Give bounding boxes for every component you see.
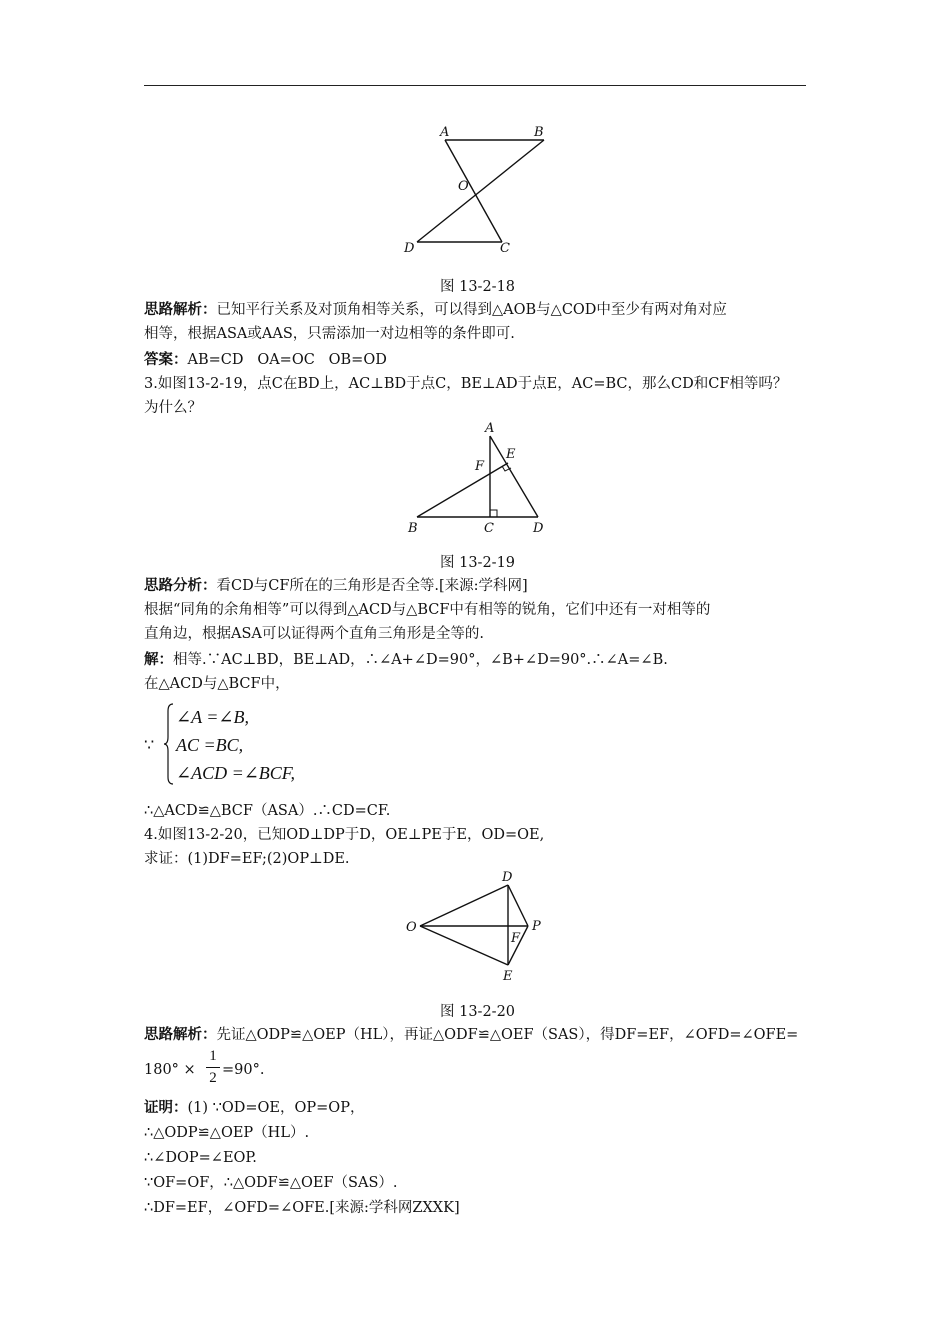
- analysis-text: 先证△ODP≌△OEP（HL），再证△ODF≌△OEF（SAS），得DF=EF，∠OFD=∠OFE=: [216, 1027, 799, 1043]
- label-e: E: [506, 447, 516, 462]
- system-eq-1: ∠A =∠B,: [176, 707, 249, 727]
- solution-text: 相等.∵AC⊥BD，BE⊥AD，∴∠A+∠D=90°，∠B+∠D=90°.∴∠A=∠B.: [173, 652, 668, 668]
- figure-13-2-19: [398, 418, 558, 540]
- label-a: A: [440, 125, 450, 140]
- label-c: C: [484, 521, 494, 536]
- q3-solution-line-2: 在△ACD与△BCF中，: [144, 676, 290, 692]
- analysis-text: 已知平行关系及对顶角相等关系，可以得到△AOB与△COD中至少有两对角对应: [216, 302, 727, 318]
- q2-analysis-line-1: [144, 299, 727, 321]
- label-f: F: [511, 931, 521, 946]
- label-d: D: [404, 241, 415, 256]
- answer-text: AB=CD OA=OC OB=OD: [187, 352, 387, 368]
- figure-13-2-18: [390, 118, 560, 260]
- q4-analysis-line-2b: =90°.: [222, 1062, 265, 1078]
- q4-proof-line-3: ∴∠DOP=∠EOP.: [144, 1150, 257, 1166]
- q4-proof-line-4: ∵OF=OF，∴△ODF≌△OEF（SAS）.: [144, 1175, 398, 1191]
- q4-analysis-line-1: [144, 1024, 798, 1046]
- figure-caption-13-2-20: 图 13-2-20: [440, 1004, 516, 1020]
- header-rule: [144, 85, 806, 86]
- q3-conclusion: ∴△ACD≌△BCF（ASA）.∴CD=CF.: [144, 803, 391, 819]
- fraction-denominator: 2: [209, 1070, 217, 1086]
- proof-label: 证明：: [144, 1099, 188, 1116]
- proof-text: (1) ∵OD=OE，OP=OP，: [187, 1100, 365, 1116]
- label-o: O: [406, 920, 417, 935]
- q4-question-line-1: 4.如图13-2-20，已知OD⊥DP于D，OE⊥PE于E，OD=OE,: [144, 827, 545, 843]
- label-o: O: [458, 179, 469, 194]
- label-b: B: [408, 521, 418, 536]
- label-a: A: [485, 421, 495, 436]
- label-d: D: [502, 870, 513, 885]
- q3-question-line-1: 3.如图13-2-19，点C在BD上，AC⊥BD于点C，BE⊥AD于点E，AC=BC，那么CD和CF相等吗？: [144, 376, 788, 392]
- q3-analysis-line-3: 直角边，根据ASA可以证得两个直角三角形是全等的.: [144, 626, 484, 642]
- q4-proof-line-5: ∴DF=EF，∠OFD=∠OFE.[来源:学科网ZXXK]: [144, 1200, 460, 1216]
- figure-caption-13-2-19: 图 13-2-19: [440, 555, 516, 571]
- fraction-one-half: [206, 1047, 220, 1088]
- q4-proof-line-1: [144, 1097, 364, 1119]
- q3-question-line-2: 为什么？: [144, 400, 202, 416]
- label-e: E: [503, 969, 513, 984]
- label-f: F: [475, 459, 485, 474]
- analysis-text: 看CD与CF所在的三角形是否全等.[来源:学科网]: [216, 578, 528, 594]
- fraction-numerator: 1: [209, 1048, 217, 1064]
- figure-caption-13-2-18: 图 13-2-18: [440, 279, 516, 295]
- q2-answer: [144, 349, 387, 371]
- analysis-label: 思路解析：: [144, 301, 217, 318]
- label-b: B: [534, 125, 544, 140]
- analysis-label: 思路解析：: [144, 1026, 217, 1043]
- q4-analysis-line-2a: 180° ×: [144, 1062, 196, 1078]
- because-symbol: ∵: [144, 735, 155, 754]
- analysis-label: 思路分析：: [144, 577, 217, 594]
- q3-analysis-line-1: [144, 575, 528, 597]
- brace: [164, 703, 174, 785]
- q2-analysis-line-2: 相等，根据ASA或AAS，只需添加一对边相等的条件即可.: [144, 326, 515, 342]
- system-eq-3: ∠ACD =∠BCF,: [176, 763, 295, 783]
- label-d: D: [533, 521, 544, 536]
- q4-question-line-2: 求证：(1)DF=EF;(2)OP⊥DE.: [144, 851, 350, 867]
- label-c: C: [500, 241, 510, 256]
- q4-proof-line-2: ∴△ODP≌△OEP（HL）.: [144, 1125, 310, 1141]
- figure-13-2-20: [398, 862, 558, 990]
- fraction-bar: [206, 1067, 220, 1068]
- solution-label: 解：: [144, 651, 173, 668]
- answer-label: 答案：: [144, 351, 188, 368]
- q3-analysis-line-2: 根据“同角的余角相等”可以得到△ACD与△BCF中有相等的锐角，它们中还有一对相等的: [144, 602, 711, 618]
- label-p: P: [532, 919, 541, 934]
- q3-solution-line-1: [144, 649, 668, 671]
- system-eq-2: AC =BC,: [176, 735, 244, 755]
